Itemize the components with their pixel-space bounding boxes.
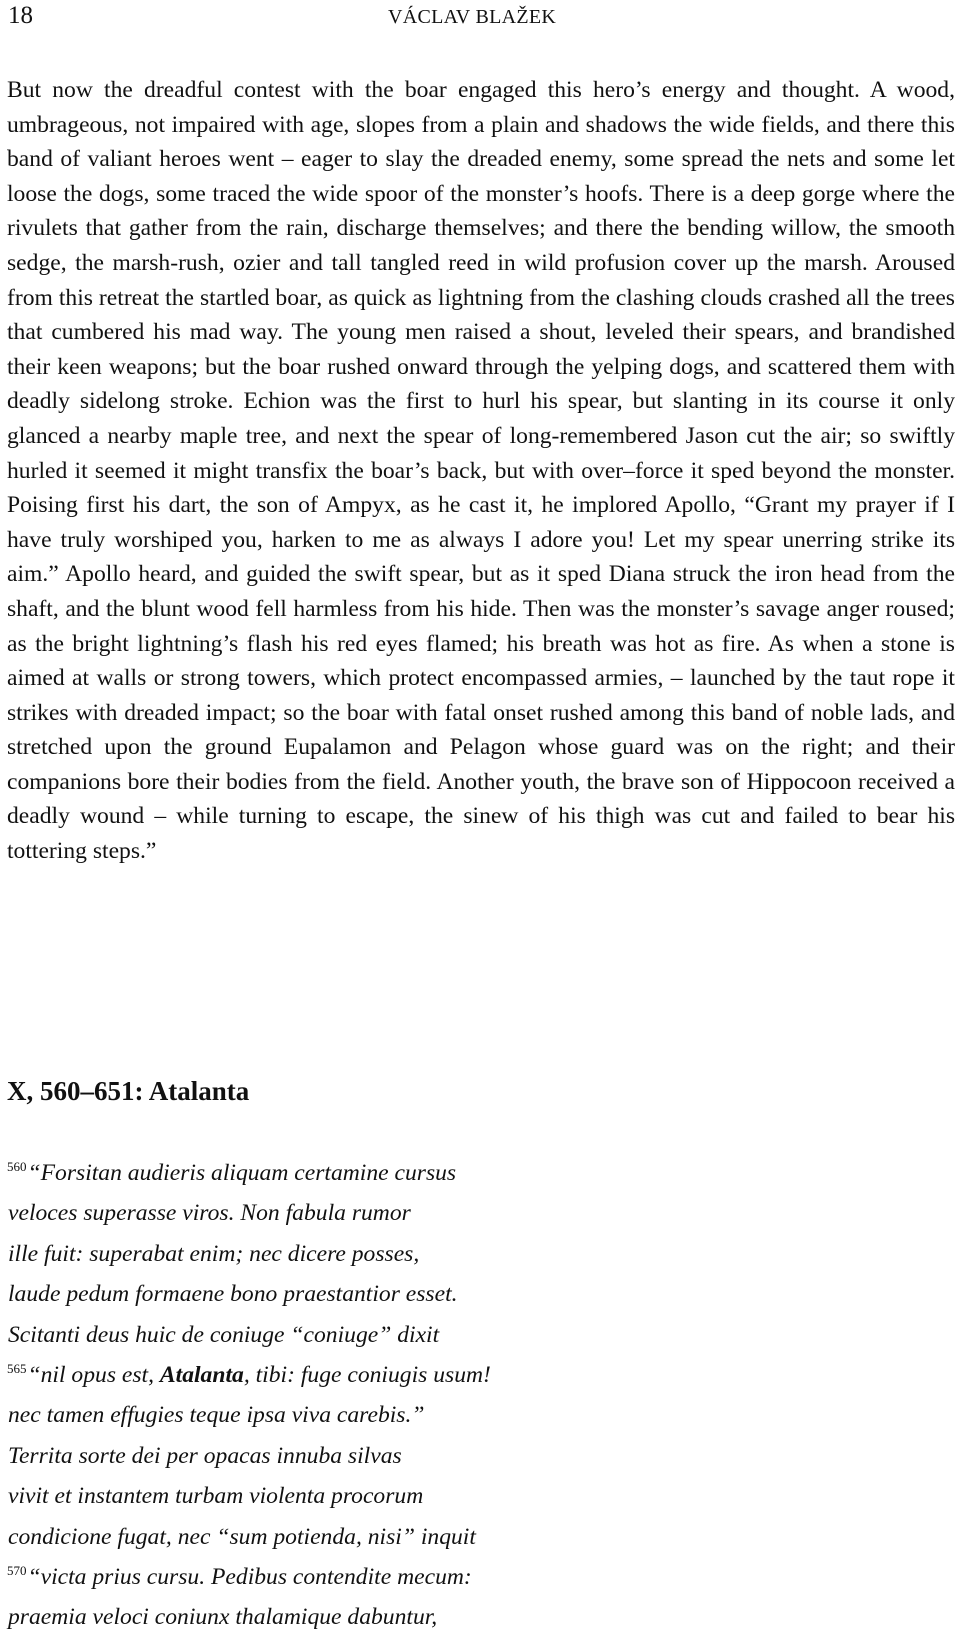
line-number: 560	[7, 1159, 27, 1174]
verse-line: praemia veloci coniunx thalamique dabuntur,	[8, 1604, 438, 1631]
name-atalanta: Atalanta	[159, 1362, 244, 1389]
latin-verse	[7, 1150, 947, 1635]
verse-line: condicione fugat, nec “sum potienda, nisi” inquit	[8, 1523, 476, 1550]
verse-line: nec tamen effugies teque ipsa viva carebis.”	[8, 1402, 425, 1429]
page-number: 18	[8, 2, 33, 29]
verse-line: Territa sorte dei per opacas innuba silvas	[8, 1442, 402, 1469]
running-head: VÁCLAV BLAŽEK	[388, 6, 557, 28]
verse-line: $^{560}$“Forsitan audieris aliquam certamine cursus	[7, 1159, 457, 1186]
verse-line: $^{565}$“nil opus est, Atalanta, tibi: fuge coniugis usum!	[7, 1361, 491, 1389]
section-heading: X, 560–651: Atalanta	[7, 1076, 250, 1106]
body-paragraph: But now the dreadful contest with the boar engaged this hero’s energy and thought. A wood, umbrageous, not impaired with age, slopes from a plain and shadows the wide fields, and there this band of valiant heroes went – eager to slay the dreaded enemy, some spread the nets and some let loose the dogs, some traced the wide spoor of the monster’s hoofs. There is a deep gorge where the rivulets that gather from the rain, discharge themselves; and there the bending willow, the smooth sedge, the marsh-rush, ozier and tall tangled reed in wild profusion cover up the marsh. Aroused from this retreat the startled boar, as quick as lightning from the clashing clouds crashed all the trees that cumbered his mad way. The young men raised a shout, leveled their spears, and brandished their keen weapons; but the boar rushed onward through the yelping dogs, and scattered them with deadly sidelong stroke. Echion was the first to hurl his spear, but slanting in its course it only glanced a nearby maple tree, and next the spear of long-remembered Jason cut the air; so swiftly hurled it seemed it might transfix the boar’s back, but with over–force it sped beyond the monster. Poising first his dart, the son of Ampyx, as he cast it, he implored Apollo, “Grant my prayer if I have truly worshiped you, harken to me as always I adore you! Let my spear unerring strike its aim.” Apollo heard, and guided the swift spear, but as it sped Diana struck the iron head from the shaft, and the blunt wood fell harmless from his hide. Then was the monster’s savage anger roused; as the bright lightning’s flash his red eyes flamed; his breath was hot as fire. As when a stone is aimed at walls or strong towers, which protect encompassed armies, – launched by the taut rope it strikes with dreaded impact; so the boar with fatal onset rushed among this band of noble lads, and stretched upon the ground Eupalamon and Pelagon whose guard was on the right; and their companions bore their bodies from the field. Another youth, the brave son of Hippocoon received a deadly wound – while turning to escape, the sinew of his thigh was cut and failed to bear his tottering steps.”	[7, 77, 955, 865]
line-number: 570	[7, 1563, 27, 1579]
verse-line: laude pedum formaene bono praestantior esset.	[8, 1281, 458, 1308]
line-number: 565	[7, 1361, 27, 1377]
verse-line: vivit et instantem turbam violenta procorum	[8, 1483, 424, 1510]
page-header	[0, 0, 960, 40]
verse-line: $^{570}$“victa prius cursu. Pedibus contendite mecum:	[7, 1563, 472, 1591]
verse-line: Scitanti deus huic de coniuge “coniuge” dixit	[8, 1321, 440, 1348]
verse-line: ille fuit: superabat enim; nec dicere posses,	[8, 1240, 420, 1267]
verse-line: veloces superasse viros. Non fabula rumor	[8, 1200, 411, 1227]
